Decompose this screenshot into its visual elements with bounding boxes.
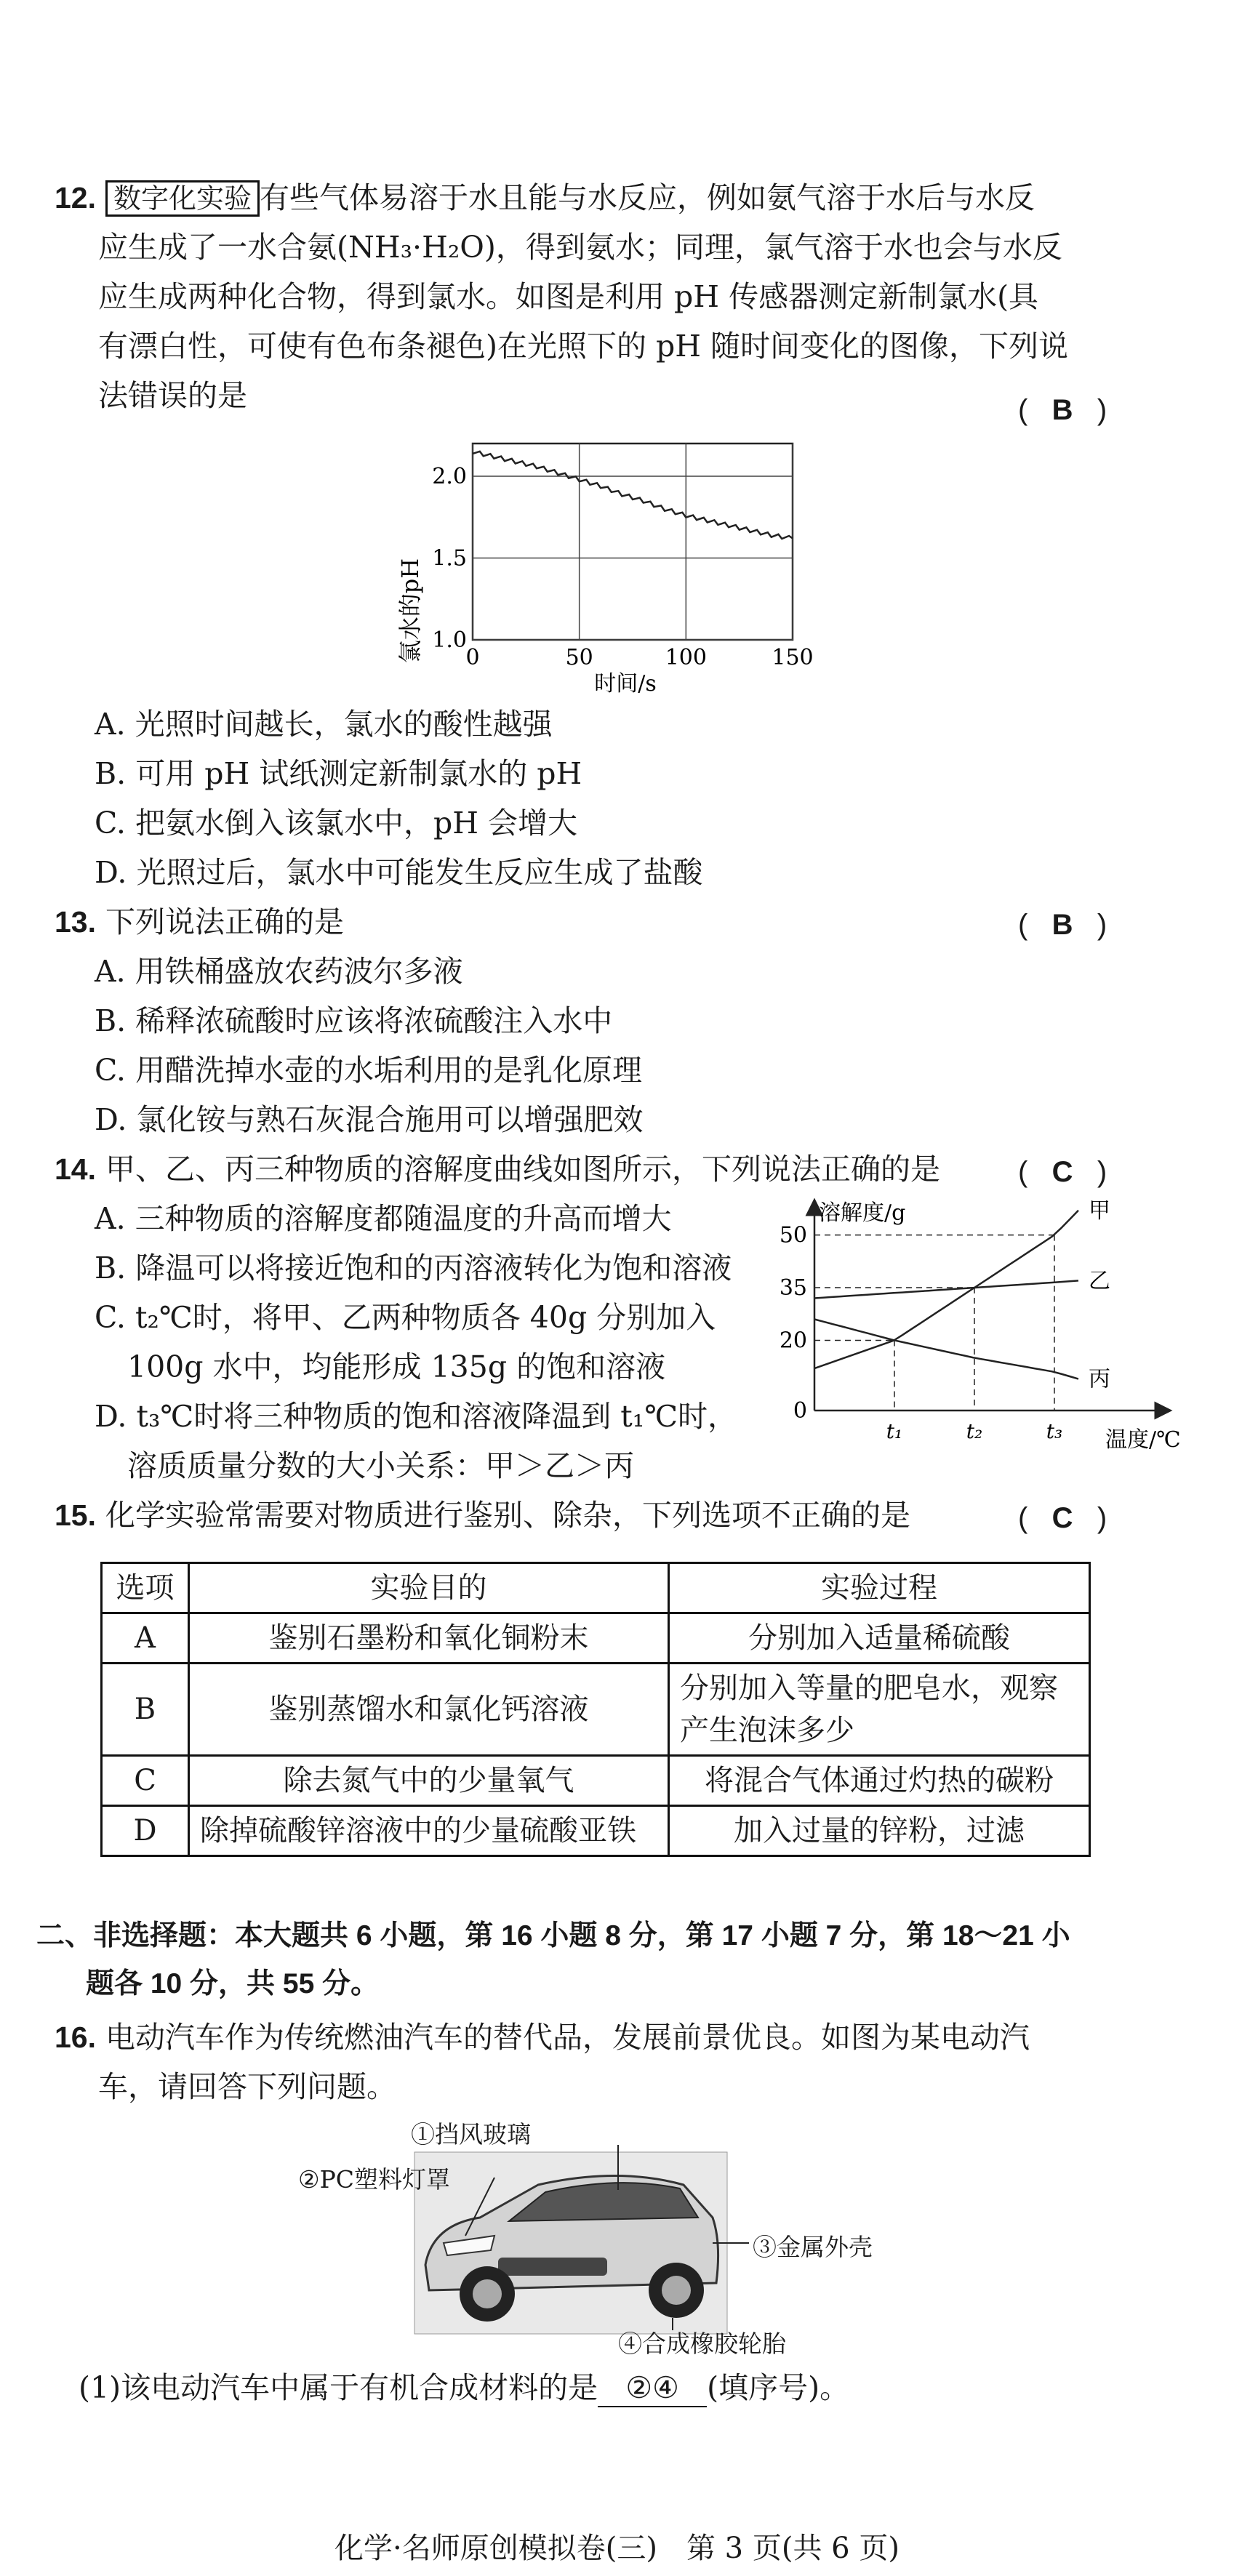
q15-answer: ( C ) xyxy=(1018,1502,1107,1534)
table-header-row xyxy=(102,1563,1090,1613)
q12-option-c: C. 把氨水倒入该氯水中，pH 会增大 xyxy=(95,806,578,840)
q13-option-b: B. 稀释浓硫酸时应该将浓硫酸注入水中 xyxy=(95,1003,613,1038)
table-cell-option: D xyxy=(102,1806,189,1856)
table-cell-process: 分别加入适量稀硫酸 xyxy=(669,1613,1090,1664)
q13-stem: 13. 下列说法正确的是 xyxy=(55,904,345,939)
table-cell-option: B xyxy=(102,1664,189,1756)
label-pc-lamp: ②PC塑料灯罩 xyxy=(298,2165,451,2194)
q14-option-c-cont: 100g 水中，均能形成 135g 的饱和溶液 xyxy=(127,1349,666,1384)
ph-xtick-label: 100 xyxy=(665,645,707,670)
experiment-tag: 数字化实验 xyxy=(105,180,260,217)
q13-option-d: D. 氯化铵与熟石灰混合施用可以增强肥效 xyxy=(95,1102,644,1137)
section2-heading-2: 题各 10 分，共 55 分。 xyxy=(86,1968,380,1999)
table-cell-process: 分别加入等量的肥皂水，观察产生泡沫多少 xyxy=(669,1664,1090,1756)
question-number: 12. xyxy=(55,181,96,214)
q14-option-d: D. t₃℃时将三种物质的饱和溶液降温到 t₁℃时， xyxy=(95,1399,738,1434)
table-cell-purpose: 除去氮气中的少量氧气 xyxy=(189,1756,669,1806)
q12-option-a: A. 光照时间越长，氯水的酸性越强 xyxy=(95,707,553,742)
ph-chart-xlabel: 时间/s xyxy=(594,671,657,697)
table-row xyxy=(102,1664,1090,1756)
solubility-ylabel: 溶解度/g xyxy=(819,1200,906,1226)
q15-stem: 15. 化学实验常需要对物质进行鉴别、除杂，下列选项不正确的是 xyxy=(55,1498,911,1533)
solubility-series-label: 乙 xyxy=(1089,1268,1110,1294)
q16-line-1: 16. 电动汽车作为传统燃油汽车的替代品，发展前景优良。如图为某电动汽 xyxy=(55,2020,1030,2055)
ph-xtick-label: 50 xyxy=(565,645,593,670)
q14-option-a: A. 三种物质的溶解度都随温度的升高而增大 xyxy=(95,1201,672,1236)
solubility-xtick-label: t₁ xyxy=(886,1419,903,1443)
q12-line-4: 有漂白性，可使有色布条褪色)在光照下的 pH 随时间变化的图像，下列说 xyxy=(98,329,1069,364)
q12-line-5: 法错误的是 xyxy=(98,378,247,413)
q12-option-d: D. 光照过后，氯水中可能发生反应生成了盐酸 xyxy=(95,855,703,890)
ph-ytick-label: 2.0 xyxy=(432,464,467,489)
ph-ytick-label: 1.5 xyxy=(432,545,467,571)
q16-line-2: 车，请回答下列问题。 xyxy=(98,2069,396,2104)
table-header: 实验目的 xyxy=(189,1563,669,1613)
q12-line-1: 12. 数字化实验 有些气体易溶于水且能与水反应，例如氨气溶于水后与水反 xyxy=(55,180,1035,215)
page-footer: 化学·名师原创模拟卷(三) 第 3 页(共 6 页) xyxy=(334,2532,900,2565)
table-header: 选项 xyxy=(102,1563,189,1613)
solubility-curve-乙 xyxy=(814,1280,1078,1298)
table-cell-purpose: 鉴别蒸馏水和氯化钙溶液 xyxy=(189,1664,669,1756)
table-row xyxy=(102,1806,1090,1856)
ph-ytick-label: 1.0 xyxy=(432,627,467,653)
q12-answer: ( B ) xyxy=(1018,394,1107,426)
solubility-chart xyxy=(756,1192,1193,1469)
table-cell-purpose: 鉴别石墨粉和氧化铜粉末 xyxy=(189,1613,669,1664)
q12-line-2: 应生成了一水合氨(NH₃·H₂O)，得到氨水；同理，氯气溶于水也会与水反 xyxy=(98,230,1062,265)
q13-option-a: A. 用铁桶盛放农药波尔多液 xyxy=(95,954,463,989)
q16-sub1: (1)该电动汽车中属于有机合成材料的是 ②④ (填序号)。 xyxy=(79,2370,849,2407)
section2-heading-1: 二、非选择题：本大题共 6 小题，第 16 小题 8 分，第 17 小题 7 分，第 18～21 小 xyxy=(36,1920,1070,1951)
ph-chart xyxy=(378,429,814,698)
q13-option-c: C. 用醋洗掉水壶的水垢利用的是乳化原理 xyxy=(95,1053,642,1088)
q12-line-3: 应生成两种化合物，得到氯水。如图是利用 pH 传感器测定新制氯水(具 xyxy=(98,279,1039,314)
solubility-ytick-label: 50 xyxy=(779,1222,807,1248)
solubility-ytick-label: 20 xyxy=(779,1328,807,1354)
table-row xyxy=(102,1756,1090,1806)
ph-plot-frame xyxy=(473,444,793,640)
solubility-xtick-label: t₃ xyxy=(1046,1419,1063,1443)
ph-chart-ylabel: 氯水的pH xyxy=(396,558,424,664)
label-windshield: ①挡风玻璃 xyxy=(411,2120,531,2148)
solubility-ytick-label: 35 xyxy=(779,1275,807,1301)
table-cell-option: C xyxy=(102,1756,189,1806)
solubility-series-label: 丙 xyxy=(1089,1366,1110,1392)
table-cell-process: 加入过量的锌粉，过滤 xyxy=(669,1806,1090,1856)
table-cell-process: 将混合气体通过灼热的碳粉 xyxy=(669,1756,1090,1806)
q12-option-b: B. 可用 pH 试纸测定新制氯水的 pH xyxy=(95,756,582,791)
solubility-xtick-label: t₂ xyxy=(966,1419,983,1443)
solubility-ytick-label: 0 xyxy=(793,1398,807,1424)
table-cell-option: A xyxy=(102,1613,189,1664)
q14-option-b: B. 降温可以将接近饱和的丙溶液转化为饱和溶液 xyxy=(95,1251,732,1285)
q14-stem: 14. 甲、乙、丙三种物质的溶解度曲线如图所示，下列说法正确的是 xyxy=(55,1152,941,1187)
table-header: 实验过程 xyxy=(669,1563,1090,1613)
table-cell-purpose: 除掉硫酸锌溶液中的少量硫酸亚铁 xyxy=(189,1806,669,1856)
q13-answer: ( B ) xyxy=(1018,909,1107,941)
car-figure xyxy=(276,2116,902,2356)
q14-answer: ( C ) xyxy=(1018,1156,1107,1188)
label-metal-shell: ③金属外壳 xyxy=(753,2233,873,2261)
q14-option-d-cont: 溶质质量分数的大小关系：甲＞乙＞丙 xyxy=(127,1448,634,1483)
q16-sub1-answer: ②④ xyxy=(598,2370,707,2407)
q14-option-c: C. t₂℃时，将甲、乙两种物质各 40g 分别加入 xyxy=(95,1300,716,1335)
solubility-series-label: 甲 xyxy=(1089,1197,1110,1224)
solubility-xlabel: 温度/℃ xyxy=(1105,1427,1181,1453)
table-row xyxy=(102,1613,1090,1664)
ph-series-line xyxy=(473,452,793,539)
label-rubber-tire: ④合成橡胶轮胎 xyxy=(618,2330,786,2358)
experiment-table xyxy=(100,1562,1091,1857)
ph-xtick-label: 0 xyxy=(465,645,480,670)
ph-xtick-label: 150 xyxy=(772,645,814,670)
solubility-curve-丙 xyxy=(814,1320,1078,1379)
